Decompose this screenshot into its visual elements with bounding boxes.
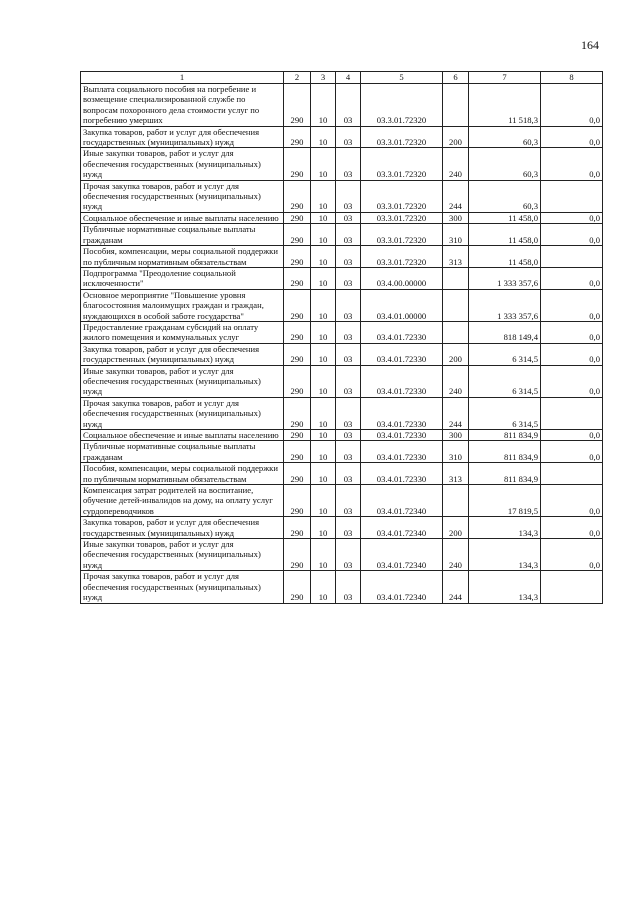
- target-article-cell: 03.4.01.72330: [361, 430, 443, 441]
- gov-code-cell: 290: [284, 321, 311, 343]
- amount-extra-cell: 0,0: [541, 343, 603, 365]
- column-header: 1: [81, 72, 284, 84]
- section-cell: 10: [311, 246, 336, 268]
- amount-cell: 6 314,5: [469, 365, 541, 397]
- section-cell: 10: [311, 126, 336, 148]
- amount-extra-cell: [541, 463, 603, 485]
- subsection-cell: 03: [336, 539, 361, 571]
- amount-cell: 1 333 357,6: [469, 267, 541, 289]
- gov-code-cell: 290: [284, 571, 311, 603]
- budget-table: [80, 71, 603, 604]
- amount-extra-cell: 0,0: [541, 212, 603, 223]
- table-row: [81, 126, 603, 148]
- section-cell: 10: [311, 267, 336, 289]
- amount-extra-cell: 0,0: [541, 267, 603, 289]
- target-article-cell: 03.3.01.72320: [361, 246, 443, 268]
- gov-code-cell: 290: [284, 84, 311, 127]
- row-name-cell: Прочая закупка товаров, работ и услуг для обеспечения государственных (муниципальных) нужд: [81, 397, 284, 429]
- subsection-cell: 03: [336, 180, 361, 212]
- section-cell: 10: [311, 180, 336, 212]
- row-name-cell: Публичные нормативные социальные выплаты гражданам: [81, 441, 284, 463]
- amount-cell: 60,3: [469, 148, 541, 180]
- target-article-cell: 03.4.01.72330: [361, 343, 443, 365]
- subsection-cell: 03: [336, 246, 361, 268]
- section-cell: 10: [311, 212, 336, 223]
- gov-code-cell: 290: [284, 246, 311, 268]
- subsection-cell: 03: [336, 517, 361, 539]
- column-header: 2: [284, 72, 311, 84]
- section-cell: 10: [311, 463, 336, 485]
- gov-code-cell: 290: [284, 430, 311, 441]
- column-header: 5: [361, 72, 443, 84]
- row-name-cell: Пособия, компенсации, меры социальной поддержки по публичным нормативным обязательствам: [81, 246, 284, 268]
- page-number: 164: [581, 38, 599, 52]
- amount-cell: 11 458,0: [469, 224, 541, 246]
- gov-code-cell: 290: [284, 267, 311, 289]
- amount-cell: 60,3: [469, 180, 541, 212]
- table-row: [81, 463, 603, 485]
- table-row: [81, 246, 603, 268]
- section-cell: 10: [311, 517, 336, 539]
- expense-type-cell: 200: [443, 517, 469, 539]
- row-name-cell: Публичные нормативные социальные выплаты гражданам: [81, 224, 284, 246]
- amount-cell: 11 458,0: [469, 246, 541, 268]
- expense-type-cell: [443, 321, 469, 343]
- amount-cell: 60,3: [469, 126, 541, 148]
- subsection-cell: 03: [336, 571, 361, 603]
- target-article-cell: 03.3.01.72320: [361, 126, 443, 148]
- expense-type-cell: 200: [443, 343, 469, 365]
- subsection-cell: 03: [336, 126, 361, 148]
- amount-extra-cell: 0,0: [541, 84, 603, 127]
- table-row: [81, 321, 603, 343]
- table-row: [81, 485, 603, 517]
- row-name-cell: Социальное обеспечение и иные выплаты населению: [81, 212, 284, 223]
- target-article-cell: 03.3.01.72320: [361, 224, 443, 246]
- gov-code-cell: 290: [284, 485, 311, 517]
- amount-extra-cell: [541, 180, 603, 212]
- gov-code-cell: 290: [284, 365, 311, 397]
- table-row: [81, 571, 603, 603]
- target-article-cell: 03.4.00.00000: [361, 267, 443, 289]
- table-header-row: [81, 72, 603, 84]
- expense-type-cell: 313: [443, 463, 469, 485]
- row-name-cell: Закупка товаров, работ и услуг для обеспечения государственных (муниципальных) нужд: [81, 126, 284, 148]
- section-cell: 10: [311, 84, 336, 127]
- gov-code-cell: 290: [284, 212, 311, 223]
- gov-code-cell: 290: [284, 397, 311, 429]
- expense-type-cell: 244: [443, 397, 469, 429]
- gov-code-cell: 290: [284, 180, 311, 212]
- gov-code-cell: 290: [284, 148, 311, 180]
- amount-extra-cell: 0,0: [541, 517, 603, 539]
- expense-type-cell: 310: [443, 441, 469, 463]
- expense-type-cell: 240: [443, 539, 469, 571]
- target-article-cell: 03.4.01.00000: [361, 289, 443, 321]
- column-header: 3: [311, 72, 336, 84]
- subsection-cell: 03: [336, 289, 361, 321]
- expense-type-cell: [443, 267, 469, 289]
- table-row: [81, 343, 603, 365]
- row-name-cell: Социальное обеспечение и иные выплаты населению: [81, 430, 284, 441]
- gov-code-cell: 290: [284, 224, 311, 246]
- subsection-cell: 03: [336, 84, 361, 127]
- row-name-cell: Основное мероприятие "Повышение уровня благосостояния малоимущих граждан и граждан, нуждающихся в особой заботе государства": [81, 289, 284, 321]
- subsection-cell: 03: [336, 212, 361, 223]
- subsection-cell: 03: [336, 430, 361, 441]
- expense-type-cell: 240: [443, 148, 469, 180]
- amount-cell: 17 819,5: [469, 485, 541, 517]
- expense-type-cell: [443, 84, 469, 127]
- target-article-cell: 03.3.01.72320: [361, 84, 443, 127]
- amount-extra-cell: [541, 571, 603, 603]
- section-cell: 10: [311, 441, 336, 463]
- row-name-cell: Закупка товаров, работ и услуг для обеспечения государственных (муниципальных) нужд: [81, 517, 284, 539]
- section-cell: 10: [311, 485, 336, 517]
- amount-cell: 11 518,3: [469, 84, 541, 127]
- table-row: [81, 365, 603, 397]
- table-row: [81, 441, 603, 463]
- row-name-cell: Подпрограмма "Преодоление социальной исключенности": [81, 267, 284, 289]
- section-cell: 10: [311, 397, 336, 429]
- amount-extra-cell: 0,0: [541, 365, 603, 397]
- amount-extra-cell: 0,0: [541, 321, 603, 343]
- expense-type-cell: 313: [443, 246, 469, 268]
- expense-type-cell: 200: [443, 126, 469, 148]
- section-cell: 10: [311, 571, 336, 603]
- expense-type-cell: [443, 289, 469, 321]
- target-article-cell: 03.4.01.72330: [361, 463, 443, 485]
- section-cell: 10: [311, 224, 336, 246]
- subsection-cell: 03: [336, 321, 361, 343]
- amount-extra-cell: 0,0: [541, 224, 603, 246]
- target-article-cell: 03.3.01.72320: [361, 180, 443, 212]
- subsection-cell: 03: [336, 397, 361, 429]
- target-article-cell: 03.4.01.72340: [361, 571, 443, 603]
- target-article-cell: 03.4.01.72330: [361, 321, 443, 343]
- amount-extra-cell: [541, 246, 603, 268]
- table-row: [81, 517, 603, 539]
- section-cell: 10: [311, 365, 336, 397]
- expense-type-cell: 300: [443, 430, 469, 441]
- gov-code-cell: 290: [284, 343, 311, 365]
- subsection-cell: 03: [336, 365, 361, 397]
- gov-code-cell: 290: [284, 517, 311, 539]
- section-cell: 10: [311, 539, 336, 571]
- amount-cell: 811 834,9: [469, 430, 541, 441]
- amount-cell: 11 458,0: [469, 212, 541, 223]
- expense-type-cell: 300: [443, 212, 469, 223]
- subsection-cell: 03: [336, 343, 361, 365]
- table-row: [81, 267, 603, 289]
- amount-cell: 134,3: [469, 517, 541, 539]
- row-name-cell: Иные закупки товаров, работ и услуг для обеспечения государственных (муниципальных) нужд: [81, 365, 284, 397]
- target-article-cell: 03.4.01.72330: [361, 397, 443, 429]
- target-article-cell: 03.3.01.72320: [361, 148, 443, 180]
- gov-code-cell: 290: [284, 441, 311, 463]
- amount-cell: 6 314,5: [469, 397, 541, 429]
- amount-cell: 134,3: [469, 539, 541, 571]
- target-article-cell: 03.4.01.72330: [361, 365, 443, 397]
- section-cell: 10: [311, 321, 336, 343]
- table-row: [81, 397, 603, 429]
- amount-extra-cell: [541, 397, 603, 429]
- amount-extra-cell: 0,0: [541, 441, 603, 463]
- amount-extra-cell: 0,0: [541, 539, 603, 571]
- amount-cell: 811 834,9: [469, 441, 541, 463]
- subsection-cell: 03: [336, 485, 361, 517]
- gov-code-cell: 290: [284, 126, 311, 148]
- amount-cell: 811 834,9: [469, 463, 541, 485]
- amount-extra-cell: 0,0: [541, 485, 603, 517]
- gov-code-cell: 290: [284, 463, 311, 485]
- gov-code-cell: 290: [284, 289, 311, 321]
- gov-code-cell: 290: [284, 539, 311, 571]
- column-header: 4: [336, 72, 361, 84]
- subsection-cell: 03: [336, 441, 361, 463]
- target-article-cell: 03.4.01.72330: [361, 441, 443, 463]
- subsection-cell: 03: [336, 267, 361, 289]
- expense-type-cell: 310: [443, 224, 469, 246]
- row-name-cell: Закупка товаров, работ и услуг для обеспечения государственных (муниципальных) нужд: [81, 343, 284, 365]
- table-row: [81, 539, 603, 571]
- amount-extra-cell: 0,0: [541, 430, 603, 441]
- subsection-cell: 03: [336, 463, 361, 485]
- table-row: [81, 430, 603, 441]
- amount-cell: 134,3: [469, 571, 541, 603]
- amount-extra-cell: 0,0: [541, 126, 603, 148]
- section-cell: 10: [311, 148, 336, 180]
- amount-cell: 818 149,4: [469, 321, 541, 343]
- expense-type-cell: 240: [443, 365, 469, 397]
- subsection-cell: 03: [336, 224, 361, 246]
- row-name-cell: Прочая закупка товаров, работ и услуг для обеспечения государственных (муниципальных) нужд: [81, 180, 284, 212]
- section-cell: 10: [311, 343, 336, 365]
- row-name-cell: Предоставление гражданам субсидий на оплату жилого помещения и коммунальных услуг: [81, 321, 284, 343]
- amount-cell: 1 333 357,6: [469, 289, 541, 321]
- amount-extra-cell: 0,0: [541, 289, 603, 321]
- row-name-cell: Иные закупки товаров, работ и услуг для обеспечения государственных (муниципальных) нужд: [81, 148, 284, 180]
- target-article-cell: 03.4.01.72340: [361, 517, 443, 539]
- target-article-cell: 03.4.01.72340: [361, 485, 443, 517]
- expense-type-cell: 244: [443, 571, 469, 603]
- section-cell: 10: [311, 289, 336, 321]
- amount-extra-cell: 0,0: [541, 148, 603, 180]
- target-article-cell: 03.3.01.72320: [361, 212, 443, 223]
- column-header: 6: [443, 72, 469, 84]
- table-row: [81, 212, 603, 223]
- row-name-cell: Компенсация затрат родителей на воспитание, обучение детей-инвалидов на дому, на оплату услуг сурдопереводчиков: [81, 485, 284, 517]
- row-name-cell: Иные закупки товаров, работ и услуг для обеспечения государственных (муниципальных) нужд: [81, 539, 284, 571]
- target-article-cell: 03.4.01.72340: [361, 539, 443, 571]
- table-row: [81, 289, 603, 321]
- row-name-cell: Пособия, компенсации, меры социальной поддержки по публичным нормативным обязательствам: [81, 463, 284, 485]
- table-row: [81, 84, 603, 127]
- column-header: 7: [469, 72, 541, 84]
- amount-cell: 6 314,5: [469, 343, 541, 365]
- row-name-cell: Выплата социального пособия на погребение и возмещение специализированной службе по вопросам похоронного дела стоимости услуг по погребению умерших: [81, 84, 284, 127]
- table-row: [81, 224, 603, 246]
- section-cell: 10: [311, 430, 336, 441]
- row-name-cell: Прочая закупка товаров, работ и услуг для обеспечения государственных (муниципальных) нужд: [81, 571, 284, 603]
- table-row: [81, 148, 603, 180]
- subsection-cell: 03: [336, 148, 361, 180]
- expense-type-cell: 244: [443, 180, 469, 212]
- table-row: [81, 180, 603, 212]
- expense-type-cell: [443, 485, 469, 517]
- column-header: 8: [541, 72, 603, 84]
